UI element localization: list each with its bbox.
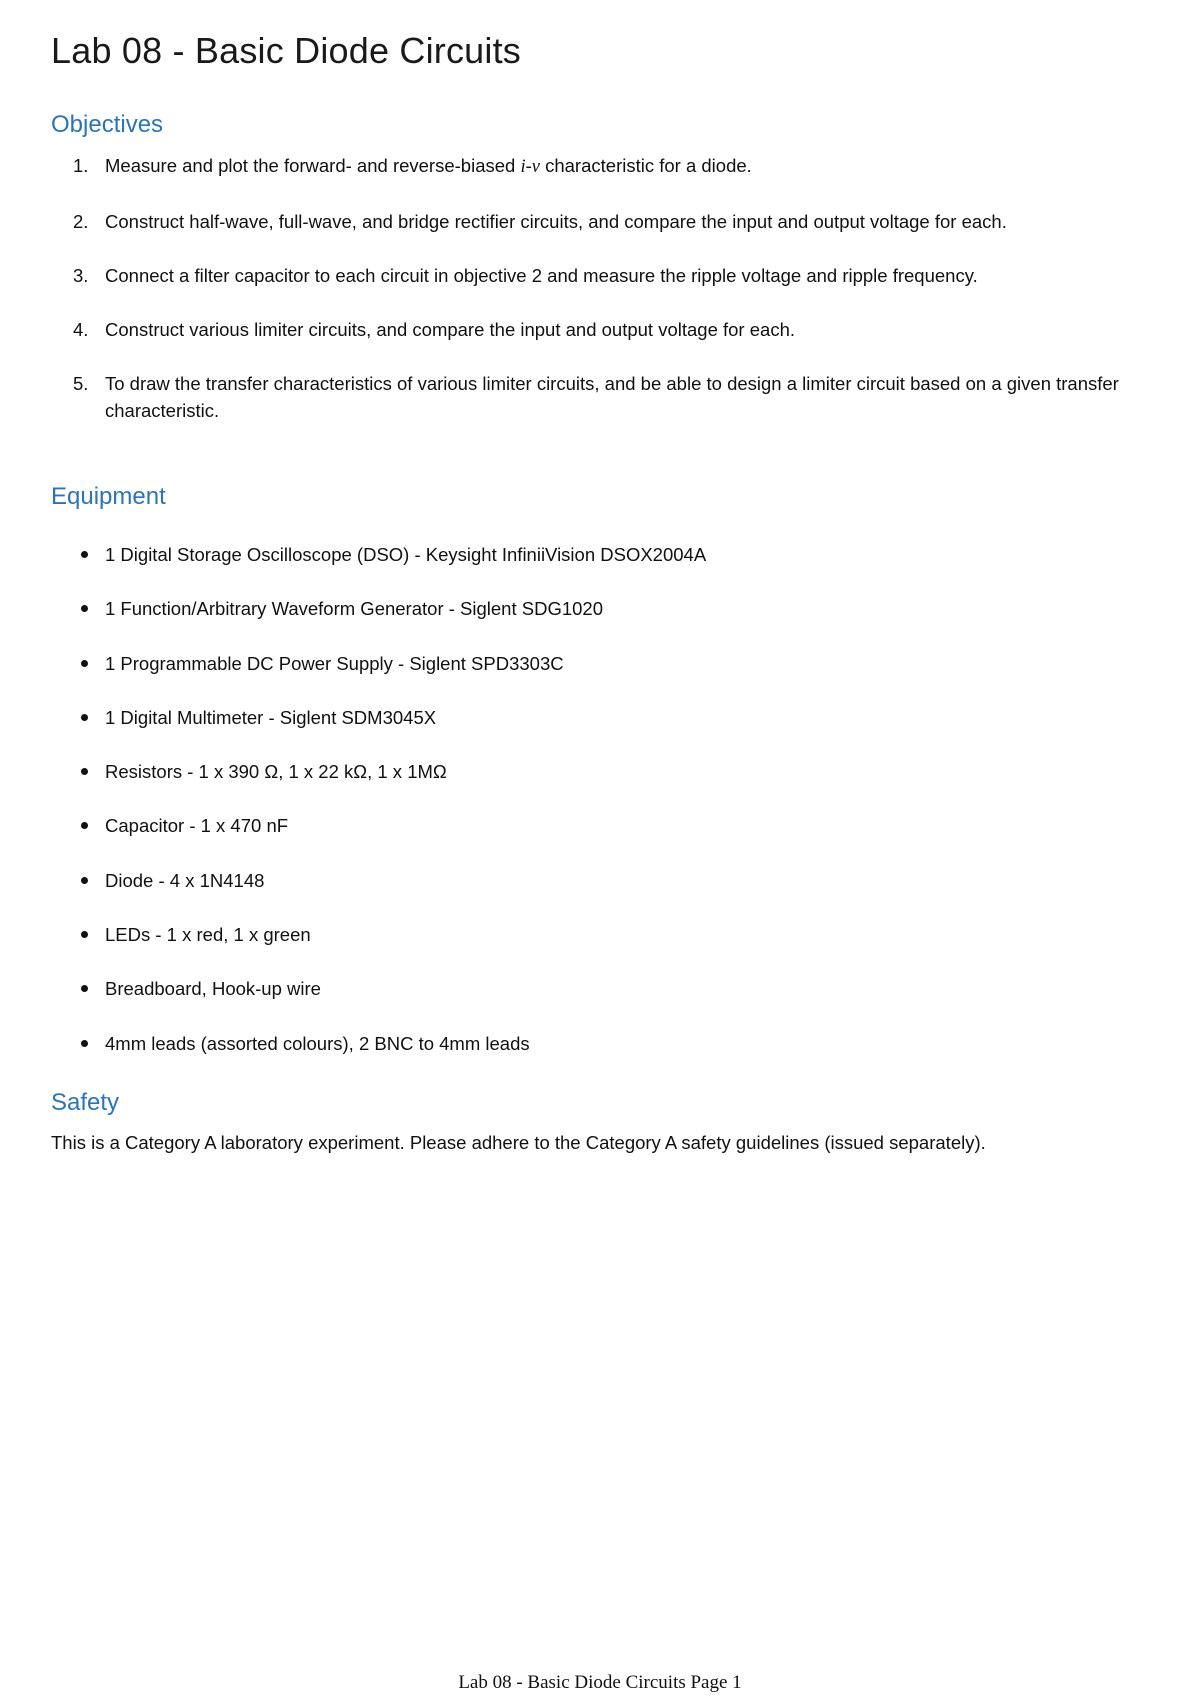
objective-text: Construct half-wave, full-wave, and bridge rectifier circuits, and compare the input and output voltage for each. <box>105 211 1007 232</box>
bullet-icon <box>81 985 88 992</box>
equipment-item <box>51 812 1171 839</box>
objective-item <box>51 208 1171 235</box>
equipment-item <box>51 541 1171 568</box>
safety-heading: Safety <box>51 1089 120 1116</box>
objectives-heading: Objectives <box>51 111 164 138</box>
objective-text: Measure and plot the forward- and reverse-biased <box>105 155 521 176</box>
bullet-icon <box>81 877 88 884</box>
equipment-item <box>51 867 1171 894</box>
objective-number: 4. <box>73 319 89 340</box>
objective-number: 3. <box>73 265 89 286</box>
objective-italic-term: i-v <box>520 157 540 177</box>
bullet-icon <box>81 768 88 775</box>
equipment-text: LEDs - 1 x red, 1 x green <box>105 924 311 946</box>
objective-item <box>51 316 1171 343</box>
equipment-text: 1 Programmable DC Power Supply - Siglent SPD3303C <box>105 652 564 674</box>
objective-item <box>51 262 1171 289</box>
equipment-text: Breadboard, Hook-up wire <box>105 978 321 1000</box>
equipment-text: 1 Digital Storage Oscilloscope (DSO) - Keysight InfiniiVision DSOX2004A <box>105 544 707 565</box>
objective-text: To draw the transfer characteristics of various limiter circuits, and be able to design a limiter circuit based on a given transfer characteristic. <box>105 373 1119 421</box>
equipment-text: Capacitor - 1 x 470 nF <box>105 815 289 837</box>
equipment-item <box>51 704 1171 731</box>
equipment-item <box>51 921 1171 948</box>
safety-text: This is a Category A laboratory experiment. Please adhere to the Category A safety guidelines (issued separately). <box>51 1132 986 1153</box>
equipment-text: 4mm leads (assorted colours), 2 BNC to 4mm leads <box>105 1032 530 1054</box>
equipment-text: Resistors - 1 x 390 Ω, 1 x 22 kΩ, 1 x 1MΩ <box>105 761 447 783</box>
bullet-icon <box>81 822 88 829</box>
equipment-heading: Equipment <box>51 483 166 510</box>
page-footer: Lab 08 - Basic Diode Circuits Page 1 <box>458 1672 742 1693</box>
objective-number: 2. <box>73 211 89 232</box>
equipment-item <box>51 650 1171 677</box>
objective-text: Construct various limiter circuits, and compare the input and output voltage for each. <box>105 319 795 340</box>
bullet-icon <box>81 931 88 938</box>
objective-text: Connect a filter capacitor to each circuit in objective 2 and measure the ripple voltage and ripple frequency. <box>105 265 978 286</box>
bullet-icon <box>81 551 88 558</box>
bullet-icon <box>81 660 88 667</box>
equipment-item <box>51 975 1171 1002</box>
equipment-text: Diode - 4 x 1N4148 <box>105 869 265 891</box>
objectives-list <box>51 152 1171 451</box>
bullet-icon <box>81 605 88 612</box>
bullet-icon <box>81 714 88 721</box>
objective-item <box>51 152 1171 181</box>
page-title: Lab 08 - Basic Diode Circuits <box>51 30 522 71</box>
equipment-item <box>51 1030 1171 1057</box>
equipment-item <box>51 758 1171 785</box>
objective-item <box>51 370 1171 424</box>
objective-number: 1. <box>73 155 89 176</box>
equipment-item <box>51 595 1171 622</box>
equipment-text: 1 Function/Arbitrary Waveform Generator - Siglent SDG1020 <box>105 598 603 620</box>
objective-number: 5. <box>73 373 89 394</box>
objective-text-end: characteristic for a diode. <box>539 155 752 176</box>
bullet-icon <box>81 1040 88 1047</box>
equipment-list <box>51 541 1171 1084</box>
equipment-text: 1 Digital Multimeter - Siglent SDM3045X <box>105 706 437 728</box>
